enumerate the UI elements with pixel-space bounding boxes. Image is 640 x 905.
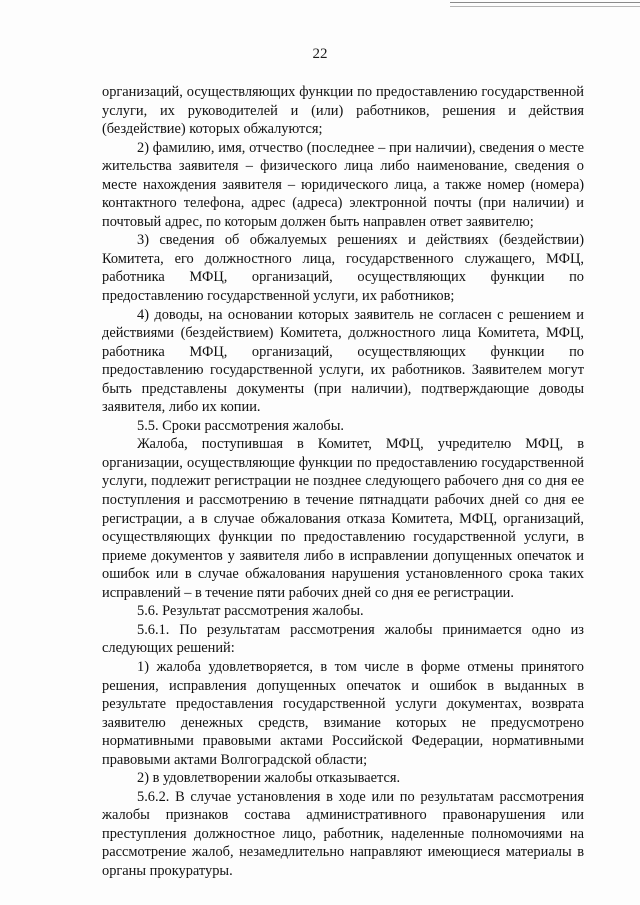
- page-number: 22: [312, 46, 328, 62]
- section-heading-5-5: 5.5. Сроки рассмотрения жалобы.: [137, 417, 345, 434]
- paragraph-complaint-terms: Жалоба, поступившая в Комитет, МФЦ, учредителю МФЦ, в организации, осуществляющие функции по предоставлению государственной услуги, подлежит регистрации не позднее следующего рабочего дня со дня ее поступления и рассмотрению в течение пятнадцати рабочих дней со дня ее регистрации, а в случае обжалования отказа Комитета, МФЦ, организаций, осуществляющих функции по предоставлению государственной услуги, в приеме документов у заявителя либо в исправлении допущенных опечаток и ошибок или в случае обжалования нарушения установленного срока таких исправлений – в течение пяти рабочих дней со дня ее регистрации.: [102, 436, 584, 601]
- document-body: [102, 83, 584, 881]
- scan-edge-line: [450, 2, 640, 7]
- paragraph-5-6-1: 5.6.1. По результатам рассмотрения жалобы принимается одно из следующих решений:: [102, 621, 584, 657]
- paragraph-3: 3) сведения об обжалуемых решениях и действиях (бездействии) Комитета, его должностного лица, государственного служащего, МФЦ, работника МФЦ, организаций, осуществляющих функции по предоставлению государственной услуги, их работников;: [102, 232, 584, 305]
- paragraph-decision-1: 1) жалоба удовлетворяется, в том числе в форме отмены принятого решения, исправления допущенных опечаток и ошибок в выданных в результате предоставления государственной услуги документах, возврата заявителю денежных средств, взимание которых не предусмотрено нормативными правовыми актами Российской Федерации, нормативными правовыми актами Волгоградской области;: [102, 658, 584, 768]
- paragraph-decision-2: 2) в удовлетворении жалобы отказывается.: [137, 770, 401, 787]
- paragraph-4: 4) доводы, на основании которых заявитель не согласен с решением и действиями (бездействием) Комитета, должностного лица Комитета, МФЦ, работника МФЦ, организаций, осуществляющих функции по предоставлению государственной услуги, их работников. Заявителем могут быть представлены документы (при наличии), подтверждающие доводы заявителя, либо их копии.: [102, 306, 584, 416]
- paragraph-5-6-2: 5.6.2. В случае установления в ходе или по результатам рассмотрения жалобы признаков состава административного правонарушения или преступления должностное лицо, работник, наделенные полномочиями на рассмотрение жалоб, незамедлительно направляют имеющиеся материалы в органы прокуратуры.: [102, 788, 584, 879]
- paragraph-1: организаций, осуществляющих функции по предоставлению государственной услуги, их руководителей и (или) работников, решения и действия (бездействие) которых обжалуются;: [102, 84, 584, 138]
- section-heading-5-6: 5.6. Результат рассмотрения жалобы.: [137, 603, 364, 620]
- paragraph-2: 2) фамилию, имя, отчество (последнее – при наличии), сведения о месте жительства заявителя – физического лица либо наименование, сведения о месте нахождения заявителя – юридического лица, а также номер (номера) контактного телефона, адрес (адреса) электронной почты (при наличии) и почтовый адрес, по которым должен быть направлен ответ заявителю;: [102, 139, 584, 230]
